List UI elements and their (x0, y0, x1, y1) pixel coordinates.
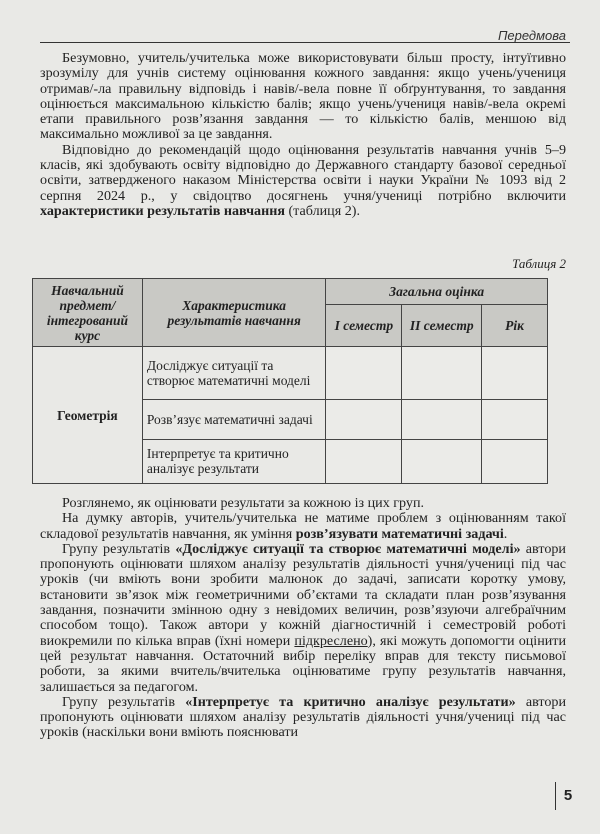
paragraph-2: Відповідно до рекомендацій щодо оцінювання результатів навчання учнів 5–9 класів, які здобувають освіту відповідно до Державного стандарту базової середньої освіти, затвердженого наказом Міністерства освіти і науки України № 1093 від 2 серпня 2024 р., у свідоцтво досягнень учня/учениці потрібно включити характеристики результатів навчання (таблиця 2). (40, 141, 566, 219)
paragraph-6: Групу результатів «Інтерпретує та критично аналізує результати» автори пропонують оцінювати шляхом аналізу результатів діяльності учня/учениці під час уроків (наскільки вони вміють пояснювати (40, 693, 567, 741)
header-rule (40, 42, 570, 43)
grade-cell (326, 439, 402, 483)
table-caption: Таблиця 2 (512, 256, 566, 271)
subject-cell: Геометрія (33, 347, 143, 484)
grade-cell (482, 399, 548, 439)
paragraph-3: Розглянемо, як оцінювати результати за кожною із цих груп. (62, 495, 425, 511)
grade-cell (482, 347, 548, 399)
page-number: 5 (555, 782, 580, 810)
paragraph-5: Групу результатів «Досліджує ситуації та створює математичні моделі» автори пропонують оцінювати шляхом аналізу результатів діяльності учня/учениці під час уроків (чи вміють вони зробити малюнок до задачі, записати коротку умову, встановити зв’язок між геометричними об’єктами та складати план розв’язування завдання, позначити змінною одну з невідомих величин, розв’язуючи алгебраїчним способом тощо). Також автори у кожній діагностичній і семестровій роботі виокремили по кілька вправ (їхні номери підкреслено), які можуть допомогти оцінити цей результат навчання. Остаточний вибір переліку вправ для тексту письмової роботи, за якими вчитель/вчителька оцінюватиме групу результатів навчання, залишається за педагогом. (40, 540, 567, 695)
grade-cell (402, 439, 482, 483)
main-text (40, 496, 566, 741)
grade-cell (326, 347, 402, 399)
header-subject: Навчальний предмет/ інтегрований курс (33, 279, 143, 347)
header-sem1: I семестр (326, 305, 402, 347)
running-head: Передмова (497, 28, 566, 43)
table-row-characteristic: Досліджує ситуації та створює математичні моделі (142, 347, 326, 399)
intro-text (40, 51, 566, 219)
paragraph-4: На думку авторів, учитель/учителька не матиме проблем з оцінюванням такої складової результатів навчання, як уміння розв’язувати математичні задачі. (40, 510, 566, 542)
header-overall: Загальна оцінка (326, 279, 548, 305)
table-row-characteristic: Інтерпретує та критично аналізує результати (142, 439, 326, 483)
grade-cell (402, 347, 482, 399)
paragraph-1: Безумовно, учитель/учителька може використовувати більш просту, інтуїтивно зрозумілу для учнів систему оцінювання кожного завдання: якщо учень/учениця отримав/-ла правильну відповідь і навів/-вела повне її обґрунтування, то завдання оцінюється максимальною кількістю балів; якщо учень/учениця навів/-вела окремі етапи правильного розв’язання завдання — то кількістю балів, меншою від максимально можливої за це завдання. (40, 50, 566, 143)
grade-cell (326, 399, 402, 439)
header-sem2: II семестр (402, 305, 482, 347)
grade-cell (482, 439, 548, 483)
results-table (32, 278, 548, 484)
header-characteristic: Характеристика результатів навчання (142, 279, 326, 347)
header-year: Рік (482, 305, 548, 347)
table-row-characteristic: Розв’язує математичні задачі (142, 399, 326, 439)
grade-cell (402, 399, 482, 439)
